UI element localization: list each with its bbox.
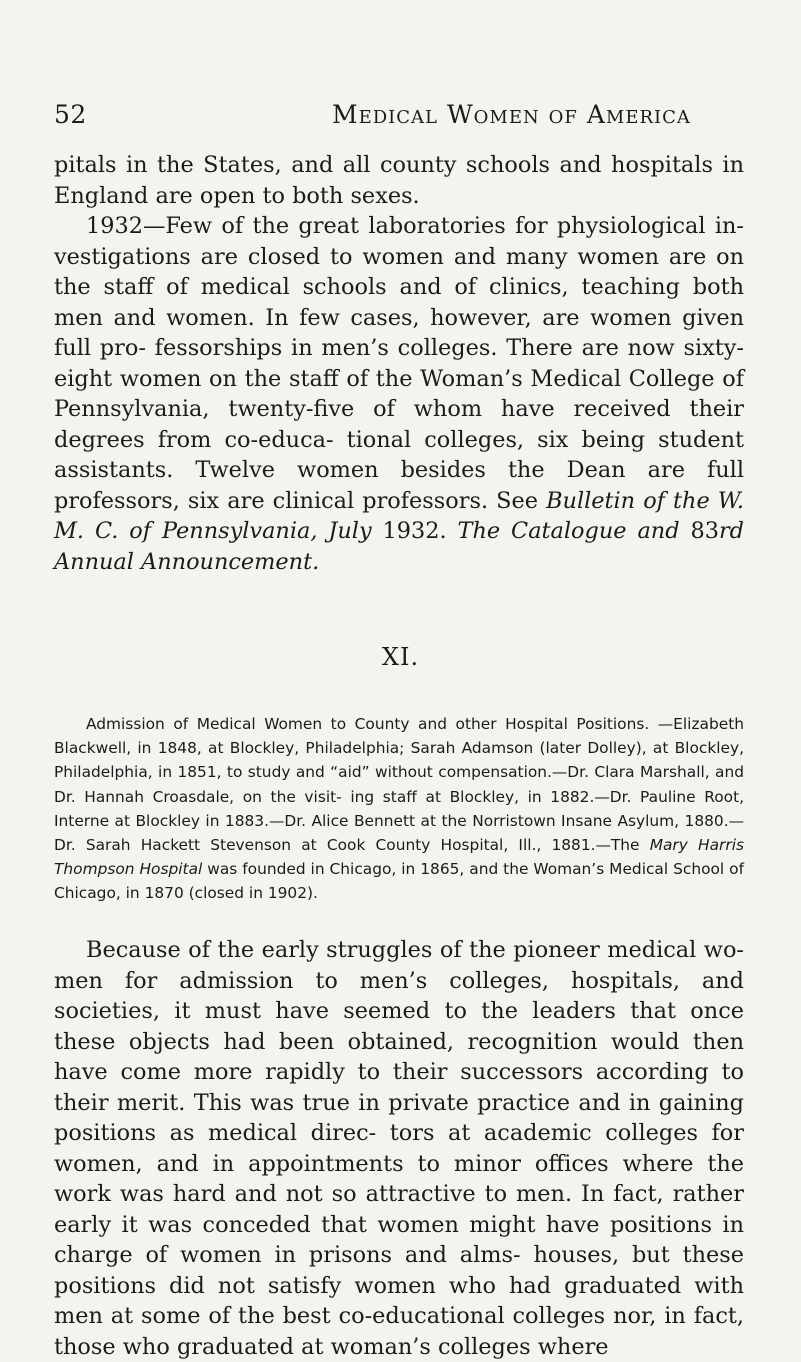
paragraph-2-italic-4: rd Annual Announcement. (54, 518, 744, 575)
paragraph-2 (54, 211, 744, 577)
paragraph-2-mid (317, 518, 328, 544)
paragraph-2-text: 1932—Few of the great laboratories for physiological in- vestigations are closed to women and many women are on the staff of medical schools and of clinics, teaching both men and women. In few cases, however, are women given full pro- fessorships in men’s colleges. There are now sixty-eight women on the staff of the Woman’s Medical College of Pennsylvania, twenty-five of whom have received their degrees from co-educa- tional colleges, six being student assistants. Twelve women besides the Dean are full professors, six are clinical professors. See (54, 213, 744, 514)
note-italic: Mary Harris Thompson Hospital (54, 836, 744, 879)
paragraph-2-italic-2: July (328, 518, 372, 544)
paragraph-2-italic-3: The Catalogue and (457, 518, 680, 544)
note-text-1: Admission of Medical Women to County and other Hospital Positions. —Elizabeth Blackwell, in 1848, at Blockley, Philadelphia; Sarah Adamson (later Dolley), at Blockley, Philadelphia, in 1851, to study and “aid” without compensation.—Dr. Clara Marshall, and Dr. Hannah Croasdale, on the visit- ing staff at Blockley, in 1882.—Dr. Pauline Root, Interne at Blockley in 1883.—Dr. Alice Bennett at the Norristown Insane Asylum, 1880.—Dr. Sarah Hackett Stevenson at Cook County Hospital, Ill., 1881.—The (54, 715, 744, 855)
paragraph-3: Because of the early struggles of the pioneer medical wo- men for admission to men’s colleges, hospitals, and societies, it must have seemed to the leaders that once these objects had been obtained, recognition would then have come more rapidly to their successors according to their merit. This was true in private practice and in gaining positions as medical direc- tors at academic colleges for women, and in appointments to minor offices where the work was hard and not so attractive to men. In fact, rather early it was conceded that women might have positions in charge of women in prisons and alms- houses, but these positions did not satisfy women who had graduated with men at some of the best co-educational colleges nor, in fact, those who graduated at woman’s colleges where (54, 937, 744, 1360)
section-heading: XI. (381, 643, 420, 671)
paragraph-2-mid-2: 1932. (371, 518, 458, 544)
page-number: 52 (54, 100, 87, 129)
paragraph-2-mid-3: 83 (679, 518, 719, 544)
paragraph-1: pitals in the States, and all county schools and hospitals in England are open to both sexes. (54, 152, 744, 209)
body-text-block (54, 150, 744, 577)
note-text-2: was founded in Chicago, in 1865, and the Woman’s Medical School of Chicago, in 1870 (closed in 1902). (54, 860, 744, 903)
paragraph-2-italic-1: Bulletin of the W. M. C. of Pennsylvania, (54, 487, 745, 544)
page-header (54, 94, 744, 134)
running-head: Medical Women of America (332, 100, 691, 129)
note-paragraph (54, 712, 744, 906)
